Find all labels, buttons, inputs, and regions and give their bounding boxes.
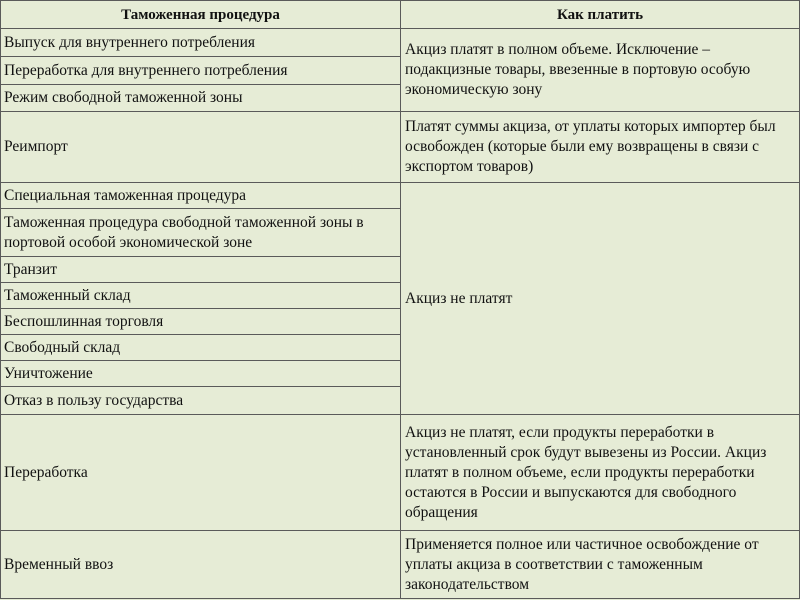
procedure-cell: Переработка для внутреннего потребления xyxy=(1,57,401,85)
procedure-cell: Реимпорт xyxy=(1,112,401,183)
procedure-cell: Свободный склад xyxy=(1,335,401,361)
procedure-cell: Беспошлинная торговля xyxy=(1,309,401,335)
procedure-cell: Режим свободной таможенной зоны xyxy=(1,85,401,112)
payment-cell-processing: Акциз не платят, если продукты переработки в установленный срок будут вывезены из России. Акциз платят в полном объеме, если продукты переработки остаются в России и выпускаются для свободного обращения xyxy=(401,415,800,531)
procedure-cell: Специальная таможенная процедура xyxy=(1,183,401,209)
header-how-to-pay: Как платить xyxy=(401,1,800,29)
procedure-cell: Таможенный склад xyxy=(1,283,401,309)
procedure-cell: Таможенная процедура свободной таможенной зоны в портовой особой экономической зоне xyxy=(1,209,401,257)
payment-cell-temporary: Применяется полное или частичное освобождение от уплаты акциза в соответствии с таможенным законодательством xyxy=(401,531,800,599)
procedure-cell: Отказ в пользу государства xyxy=(1,387,401,415)
payment-cell-group2: Акциз не платят xyxy=(401,183,800,415)
table-row xyxy=(1,29,800,57)
payment-cell-group1: Акциз платят в полном объеме. Исключение – подакцизные товары, ввезенные в портовую особую экономическую зону xyxy=(401,29,800,112)
table-row xyxy=(1,415,800,531)
procedure-cell: Временный ввоз xyxy=(1,531,401,599)
table-row xyxy=(1,183,800,209)
table-row xyxy=(1,112,800,183)
procedure-cell: Транзит xyxy=(1,257,401,283)
procedure-cell: Уничтожение xyxy=(1,361,401,387)
payment-cell-reimport: Платят суммы акциза, от уплаты которых импортер был освобожден (которые были ему возвращены в связи с экспортом товаров) xyxy=(401,112,800,183)
header-procedure: Таможенная процедура xyxy=(1,1,401,29)
procedure-cell: Выпуск для внутреннего потребления xyxy=(1,29,401,57)
table-header-row xyxy=(1,1,800,29)
procedure-cell: Переработка xyxy=(1,415,401,531)
table-row xyxy=(1,531,800,599)
